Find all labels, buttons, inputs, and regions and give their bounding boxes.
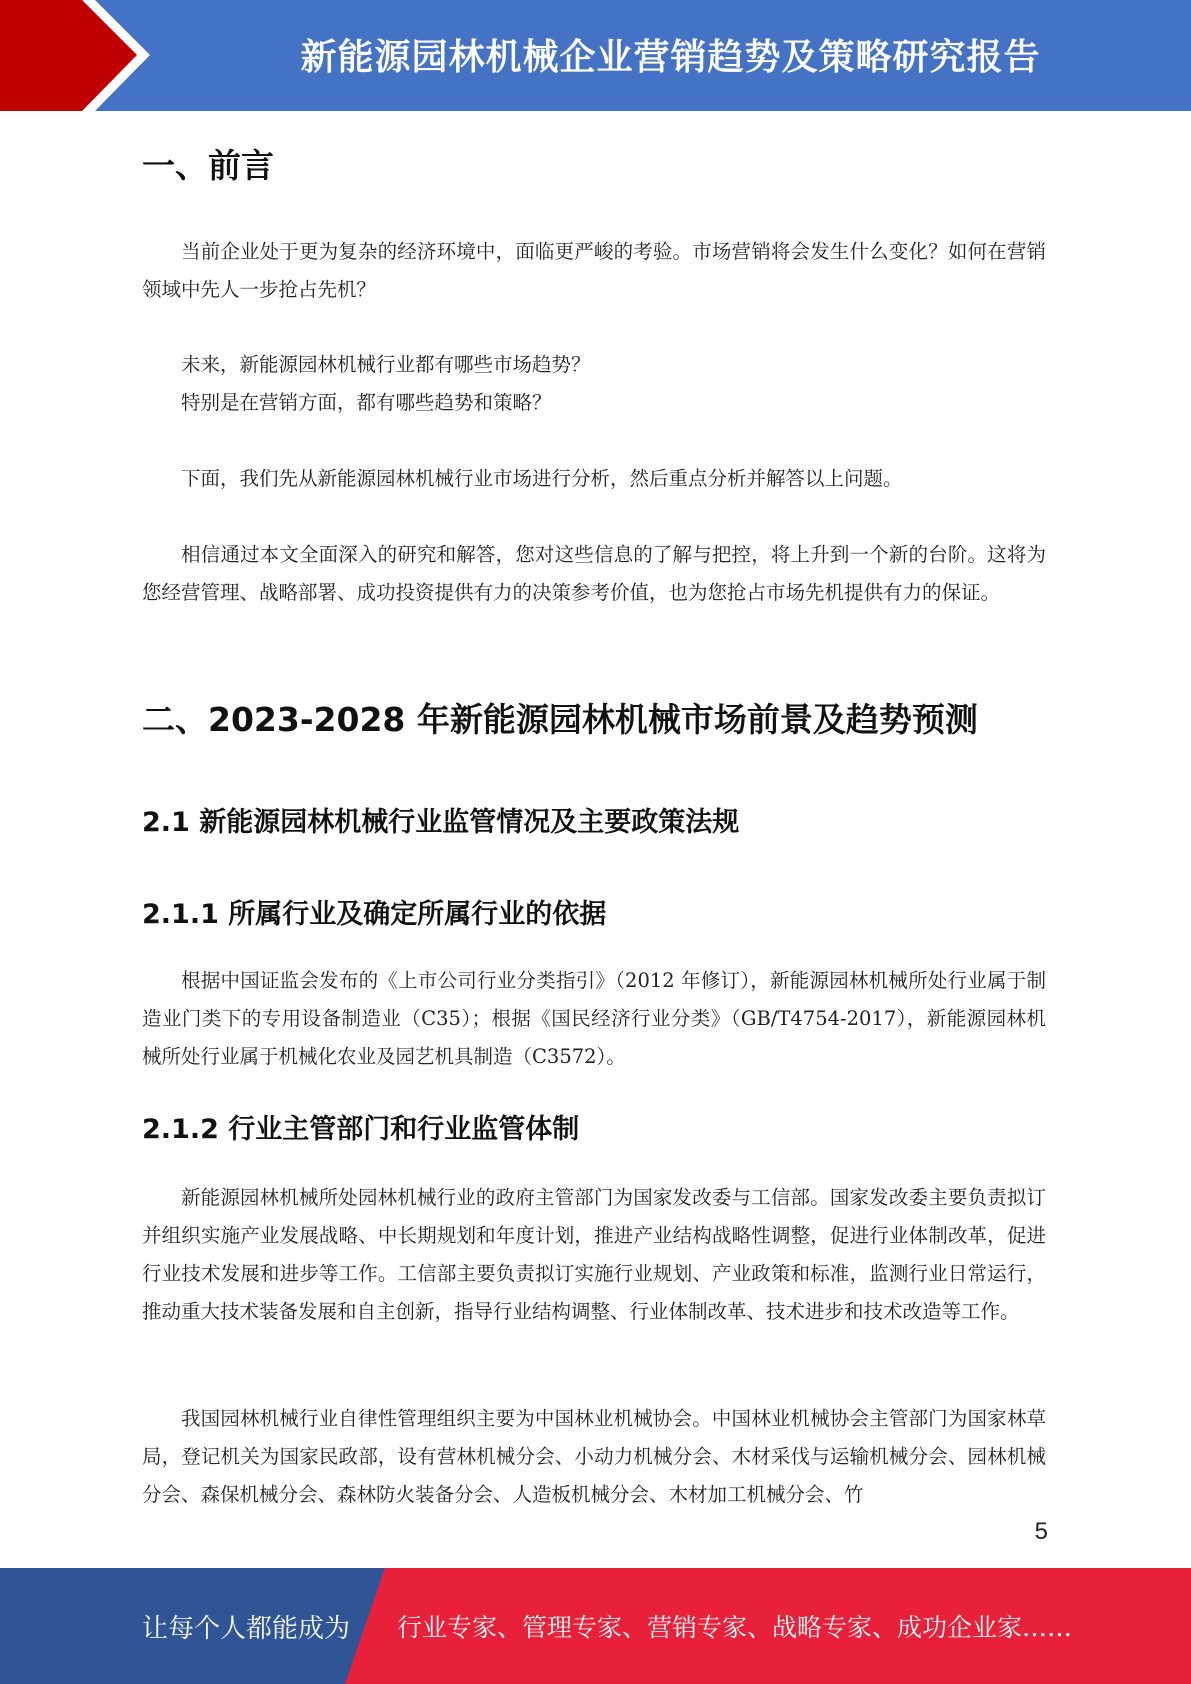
subheading-2-1: 2.1 新能源园林机械行业监管情况及主要政策法规 — [142, 807, 740, 838]
header-banner — [0, 0, 1191, 111]
preface-paragraph-1: 当前企业处于更为复杂的经济环境中，面临更严峻的考验。市场营销将会发生什么变化？如何在营销领域中先人一步抢占先机？ — [142, 240, 1046, 301]
footer-slogan-left: 让每个人都能成为 — [142, 1613, 351, 1644]
footer-slogan-right: 行业专家、管理专家、营销专家、战略专家、成功企业家…… — [397, 1613, 1073, 1642]
preface-question-2: 特别是在营销方面，都有哪些趋势和策略？ — [181, 391, 552, 414]
report-title: 新能源园林机械企业营销趋势及策略研究报告 — [300, 36, 1041, 78]
preface-question-1: 未来，新能源园林机械行业都有哪些市场趋势？ — [181, 353, 591, 376]
footer-banner — [0, 1568, 1191, 1684]
subheading-2-1-1: 2.1.1 所属行业及确定所属行业的依据 — [142, 899, 607, 930]
page-number: 5 — [1034, 1518, 1048, 1545]
preface-paragraph-2: 下面，我们先从新能源园林机械行业市场进行分析，然后重点分析并解答以上问题。 — [181, 467, 903, 490]
section-heading-forecast: 二、2023-2028 年新能源园林机械市场前景及趋势预测 — [142, 700, 978, 739]
subheading-2-1-2: 2.1.2 行业主管部门和行业监管体制 — [142, 1114, 580, 1145]
paragraph-2-1-2-a: 新能源园林机械所处园林机械行业的政府主管部门为国家发改委与工信部。国家发改委主要负责拟订并组织实施产业发展战略、中长期规划和年度计划，推进产业结构战略性调整，促进行业体制改革，促进行业技术发展和进步等工作。工信部主要负责拟订实施行业规划、产业政策和标准，监测行业日常运行，推动重大技术装备发展和自主创新，指导行业结构调整、行业体制改革、技术进步和技术改造等工作。 — [142, 1186, 1046, 1323]
preface-paragraph-3: 相信通过本文全面深入的研究和解答，您对这些信息的了解与把控，将上升到一个新的台阶。这将为您经营管理、战略部署、成功投资提供有力的决策参考价值，也为您抢占市场先机提供有力的保证。 — [142, 543, 1046, 604]
paragraph-2-1-2-b: 我国园林机械行业自律性管理组织主要为中国林业机械协会。中国林业机械协会主管部门为国家林草局，登记机关为国家民政部，设有营林机械分会、小动力机械分会、木材采伐与运输机械分会、园林机械分会、森保机械分会、森林防火装备分会、人造板机械分会、木材加工机械分会、竹 — [142, 1407, 1046, 1506]
paragraph-2-1-1: 根据中国证监会发布的《上市公司行业分类指引》（2012 年修订），新能源园林机械所处行业属于制造业门类下的专用设备制造业（C35）；根据《国民经济行业分类》（GB/T4754-2017），新能源园林机械所处行业属于机械化农业及园艺机具制造（C3572）。 — [142, 969, 1046, 1068]
section-heading-preface: 一、前言 — [142, 146, 274, 185]
